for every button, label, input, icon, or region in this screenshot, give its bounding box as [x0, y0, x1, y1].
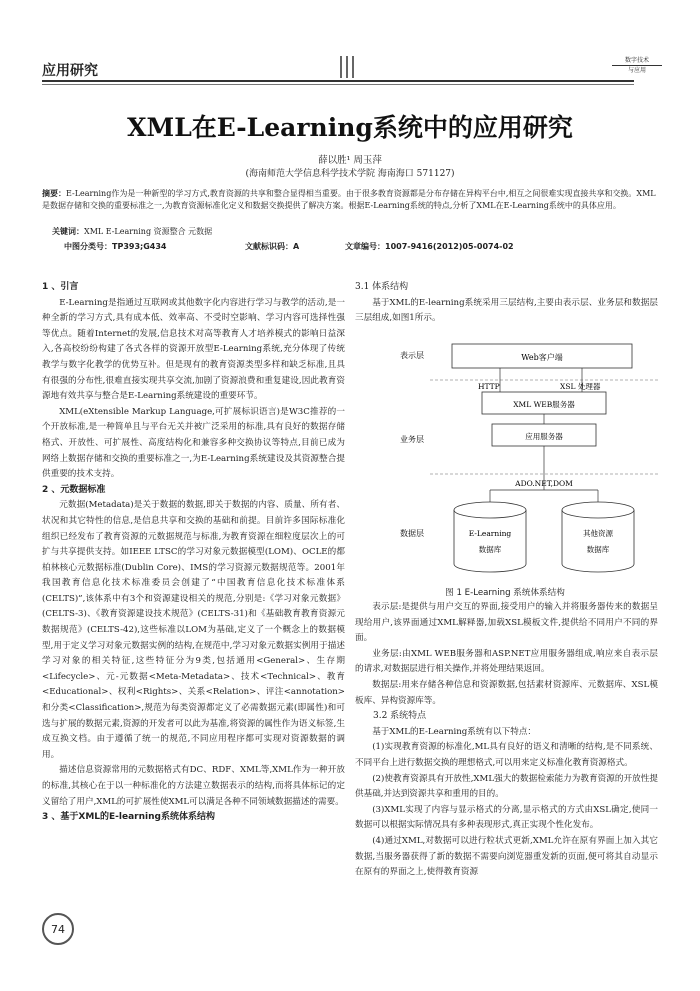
- keywords-label: 关键词：: [52, 227, 84, 236]
- elearning-db-label-2: 数据库: [478, 545, 502, 554]
- right-column-top: [355, 280, 658, 327]
- header-rule-thin: [42, 84, 634, 85]
- xml-web-server-label: XML WEB服务器: [513, 400, 575, 409]
- feature-2-paragraph: (2)使教育资源具有开放性,XML强大的数据检索能力为教育资源的开放性提供基础,并达到资源共享和重用的目的。: [355, 773, 658, 800]
- elearning-database: [454, 502, 526, 572]
- section-1-paragraph-2: XML(eXtensible Markup Language,可扩展标识语言)是W3C推荐的一个开放标准,是一种简单且与平台无关并被广泛采用的标准,具有良好的数据存储格式、开放性、可扩展性、高度结构化和兼容多种交换协议等特点,目前已成为网络上数据存储和交换的重要标准之一,为E-Learning系统建设及其资源整合提供重要的技术支持。: [42, 406, 345, 480]
- article-title: XML在E-Learning系统中的应用研究: [127, 113, 573, 142]
- ado-label: ADO.NET,DOM: [515, 479, 573, 488]
- logo-line-1: 数字技术: [612, 56, 662, 66]
- layer-data-label: 数据层: [400, 529, 424, 538]
- section-header: 应用研究: [42, 63, 98, 79]
- right-column-bottom: [355, 600, 658, 881]
- section-2-paragraph-1: 元数据(Metadata)是关于数据的数据,即关于数据的内容、质量、所有者、状况和其它特性的信息,是信息共享和交换的基础和前提。目前许多国际标准化组织已经发布了教育资源的元数据规范与标准,为教育资源在细粒度层次上的可扩与共享提供支持。如IEEE LTSC的学习对象元数据模型(LOM)、OCLE的都柏林核心元数据标准(Dublin Core)、IMS的学习资源元数据规范等。2001年我国教育信息化技术标准委员会创建了“中国教育信息化技术标准体系(CELTS)”,该体系中有3个和资源建设相关的规范,分别是:《学习对象元数据》(CELTS-3)、《教育资源建设技术规范》(CELTS-31)和《基础教育教育资源元数据规范》(CELTS-42),这些标准以LOM为基础,定义了一个概念上的数据模型,用于定义学习对象元数据实例的结构,在规范中,学习对象元数据实例用于描述学习对象的相关特征,这些特征分为9类,包括通用<General>、生存期<Lifecycle>、元-元数据<Meta-Metadata>、技术<Technical>、教育<Educational>、权利<Rights>、关系<Relation>、评注<annotation>和分类<Classification>,规范为每类资源都定义了必需数据元素(即属性)和可选与扩展的数据元素,资源的开发者可以此为基准,将资源的属性作为语义标签,生成互换文档。由于遵循了统一的规范,不同应用程序都可实现对资源数据的调用。: [42, 500, 345, 760]
- data-layer-paragraph: 数据层:用来存储各种信息和资源数据,包括素材资源库、元数据库、XSL模板库、异构资源库等。: [355, 679, 658, 706]
- other-db-label-1: 其他资源: [583, 529, 613, 538]
- section-3-1-paragraph: 基于XML的E-learning系统采用三层结构,主要由表示层、业务层和数据层三层组成,如图1所示。: [355, 297, 658, 324]
- other-db-label-2: 数据库: [586, 545, 610, 554]
- section-3-2-intro: 基于XML的E-Learning系统有以下特点：: [372, 726, 537, 737]
- layer-business-label: 业务层: [400, 435, 424, 444]
- section-1-paragraph-1: E-Learning是指通过互联网或其他数字化内容进行学习与教学的活动,是一种全新的学习方式,具有成本低、效率高、不受时空影响、学习内容可选择性强等优点。随着Internet的发展,信息技术对高等教育人才培养模式的影响日益深入,各高校纷纷构建了各式各样的资源开放型E-Learning系统,充分体现了传统教学与数字化教学的优势互补。但是现有的教育资源类型多样和缺乏标准,且具有很强的分布性,很难直接实现共享交流,加剧了资源浪费和重复建设,因此教育资源地有效共享与整合是E-Learning系统建设的重要环节。: [42, 297, 345, 402]
- header-decoration: [340, 56, 370, 80]
- feature-4-paragraph: (4)通过XML,对数据可以进行粒状式更新,XML允许在原有界面上加入其它数据,当服务器获得了新的数据不需要向浏览器重发新的页面,便可将其自动显示在原有的界面之上,使得教育资源: [355, 835, 658, 878]
- xsl-processor-label: XSL 处理器: [560, 382, 601, 391]
- authors: 薛以胜¹ 周玉萍: [318, 155, 382, 166]
- figure-caption: 图 1 E-Learning 系统体系结构: [445, 588, 565, 598]
- elearning-db-label-1: E-Learning: [468, 529, 512, 538]
- keywords: [52, 226, 652, 237]
- article-number: 文章编号：1007-9416(2012)05-0074-02: [345, 242, 514, 251]
- keywords-text: XML E-Learning 资源整合 元数据: [84, 227, 213, 236]
- abstract: [42, 188, 658, 212]
- web-client-label: Web客户端: [521, 353, 563, 362]
- feature-3-paragraph: (3)XML实现了内容与显示格式的分离,显示格式的方式由XSL确定,使同一数据可以根据实际情况具有多种表现形式,真正实现个性化发布。: [355, 804, 658, 831]
- header-rule: [42, 80, 634, 82]
- left-column: [42, 280, 345, 826]
- abstract-text: E-Learning作为是一种新型的学习方式,教育资源的共享和整合显得相当重要。由于很多教育资源都是分布存储在异构平台中,相互之间很难实现直接共享和交换。XML是数据存储和交换的重要标准之一,为教育资源标准化定义和数据交换提供了解决方案。根据E-Learning系统的特点,分析了XML在E-Learning系统中的具体应用。: [42, 189, 656, 210]
- section-1-heading: 1 、引言: [42, 282, 79, 292]
- app-server-label: 应用服务器: [525, 432, 563, 441]
- logo-line-2: 与应用: [627, 67, 646, 74]
- feature-1-paragraph: (1)实现教育资源的标准化,ML具有良好的语义和清晰的结构,是不同系统、不同平台上进行数据交换的理想格式,可以用来定义标准化教育资源格式。: [355, 742, 658, 768]
- other-resource-database: [562, 502, 634, 572]
- architecture-diagram: [390, 340, 670, 590]
- layer-presentation-label: 表示层: [400, 351, 424, 360]
- affiliation: (海南师范大学信息科学技术学院 海南海口 571127): [245, 169, 455, 179]
- clc-number: 中图分类号：TP393;G434: [64, 242, 167, 251]
- section-2-heading: 2 、元数据标准: [42, 484, 106, 495]
- http-label: HTTP: [478, 382, 500, 391]
- page-number: 74: [42, 913, 74, 945]
- section-3-1-heading: 3.1 体系结构: [355, 282, 409, 292]
- section-2-paragraph-2: 描述信息资源常用的元数据格式有DC、RDF、XML等,XML作为一种开放的标准,其核心在于以一种标准化的方法建立数据表示的结构,而将具体标记的定义留给了用户,XML的可扩展性使XML可以满足各种不同领域数据描述的需要。: [42, 765, 345, 807]
- presentation-layer-paragraph: 表示层:是提供与用户交互的界面,接受用户的输入并将服务器传来的数据呈现给用户,该界面通过XML解释器,加载XSL模板文件,提供给不同用户不同的界面。: [355, 602, 658, 644]
- section-3-2-heading: 3.2 系统特点: [373, 711, 427, 722]
- document-code: 文献标识码：A: [245, 242, 300, 251]
- business-layer-paragraph: 业务层:由XML WEB服务器和ASP.NET应用服务器组成,响应来自表示层的请求,对数据层进行相关操作,并将处理结果返回。: [355, 648, 658, 675]
- section-3-heading: 3 、基于XML的E-learning系统体系结构: [42, 812, 215, 823]
- abstract-label: 摘要：: [42, 189, 66, 198]
